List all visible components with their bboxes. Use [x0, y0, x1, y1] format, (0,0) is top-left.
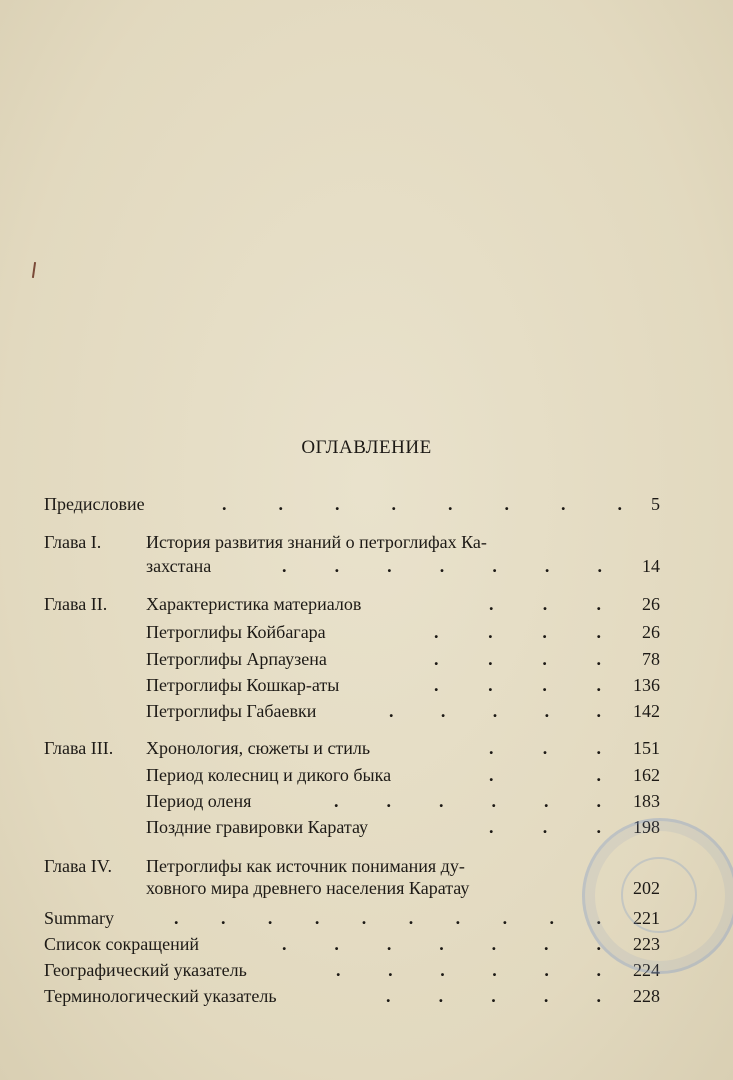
leader-dots: . . . . . . . . [222, 494, 622, 514]
toc-page-number: 202 [633, 878, 660, 898]
leader-dots: . . . . . . [336, 960, 601, 980]
toc-entry-label: История развития знаний о петроглифах Ка- [146, 532, 487, 552]
toc-entry [44, 958, 660, 982]
toc-entry-label: Петроглифы Кошкар-аты [146, 675, 340, 695]
toc-entry-label: Summary [44, 908, 114, 928]
toc-entry-continuation [44, 554, 660, 578]
toc-entry [44, 736, 660, 760]
toc-page-number: 221 [633, 908, 660, 928]
toc-page-number: 78 [642, 649, 660, 669]
toc-entry [44, 932, 660, 956]
toc-page-number: 151 [633, 738, 660, 758]
toc-page-number: 26 [642, 594, 660, 614]
leader-dots: . . . . . [389, 701, 601, 721]
toc-page-number: 224 [633, 960, 660, 980]
leader-dots: . . . . . . . . . . [174, 908, 601, 928]
toc-entry-label: Географический указатель [44, 960, 247, 980]
leader-dots: . . . . . . [334, 791, 601, 811]
toc-entry-label: Характеристика материалов [146, 594, 362, 614]
leader-dots: . . [489, 765, 601, 785]
library-stamp [582, 818, 733, 974]
toc-page-number: 136 [633, 675, 660, 695]
toc-entry-label-cont: захстана [146, 556, 212, 576]
toc-entry-continuation [44, 876, 660, 900]
chapter-number: Глава I. [44, 532, 102, 552]
toc-entry [44, 906, 660, 930]
ink-mark [32, 262, 36, 278]
toc-entry-label: Петроглифы Арпаузена [146, 649, 327, 669]
toc-entry-label: Список сокращений [44, 934, 199, 954]
toc-page-number: 5 [651, 494, 660, 514]
toc-page-number: 198 [633, 817, 660, 837]
leader-dots: . . . . . . . [282, 934, 601, 954]
toc-entry-label-cont: ховного мира древнего населения Каратау [146, 878, 470, 898]
toc-page-number: 142 [633, 701, 660, 721]
toc-entry [44, 854, 660, 878]
toc-entry [44, 592, 660, 616]
toc-heading: ОГЛАВЛЕНИЕ [301, 437, 432, 458]
toc-page-number: 26 [642, 622, 660, 642]
toc-subentry [44, 763, 660, 787]
leader-dots: . . . . [434, 649, 601, 669]
leader-dots: . . . [489, 738, 601, 758]
leader-dots: . . . [489, 817, 601, 837]
toc-subentry [44, 815, 660, 839]
leader-dots: . . . [489, 594, 601, 614]
chapter-number: Глава IV. [44, 856, 112, 876]
toc-subentry [44, 699, 660, 723]
toc-subentry [44, 620, 660, 644]
toc-page-number: 223 [633, 934, 660, 954]
leader-dots: . . . . . [386, 986, 601, 1006]
toc-page-number: 228 [633, 986, 660, 1006]
chapter-number: Глава II. [44, 594, 108, 614]
toc-entry-label: Хронология, сюжеты и стиль [146, 738, 371, 758]
library-stamp-inner-ring [621, 857, 697, 933]
toc-subentry [44, 673, 660, 697]
toc-entry-label: Период оленя [146, 791, 252, 811]
leader-dots: . . . . [434, 675, 601, 695]
toc-subentry [44, 647, 660, 671]
leader-dots: . . . . . . . [282, 556, 602, 576]
chapter-number: Глава III. [44, 738, 114, 758]
toc-subentry [44, 789, 660, 813]
toc-page-number: 183 [633, 791, 660, 811]
toc-entry [44, 530, 660, 554]
toc-entry-label: Период колесниц и дикого быка [146, 765, 392, 785]
toc-entry [44, 492, 660, 516]
toc-entry-label: Петроглифы как источник понимания ду- [146, 856, 465, 876]
toc-page-number: 14 [642, 556, 660, 576]
toc-entry-label: Петроглифы Габаевки [146, 701, 317, 721]
toc-entry [44, 984, 660, 1008]
toc-entry-label: Поздние гравировки Каратау [146, 817, 369, 837]
toc-entry-label: Петроглифы Койбагара [146, 622, 326, 642]
leader-dots: . . . . [434, 622, 601, 642]
toc-entry-label: Предисловие [44, 494, 145, 514]
toc-page-number: 162 [633, 765, 660, 785]
toc-entry-label: Терминологический указатель [44, 986, 277, 1006]
